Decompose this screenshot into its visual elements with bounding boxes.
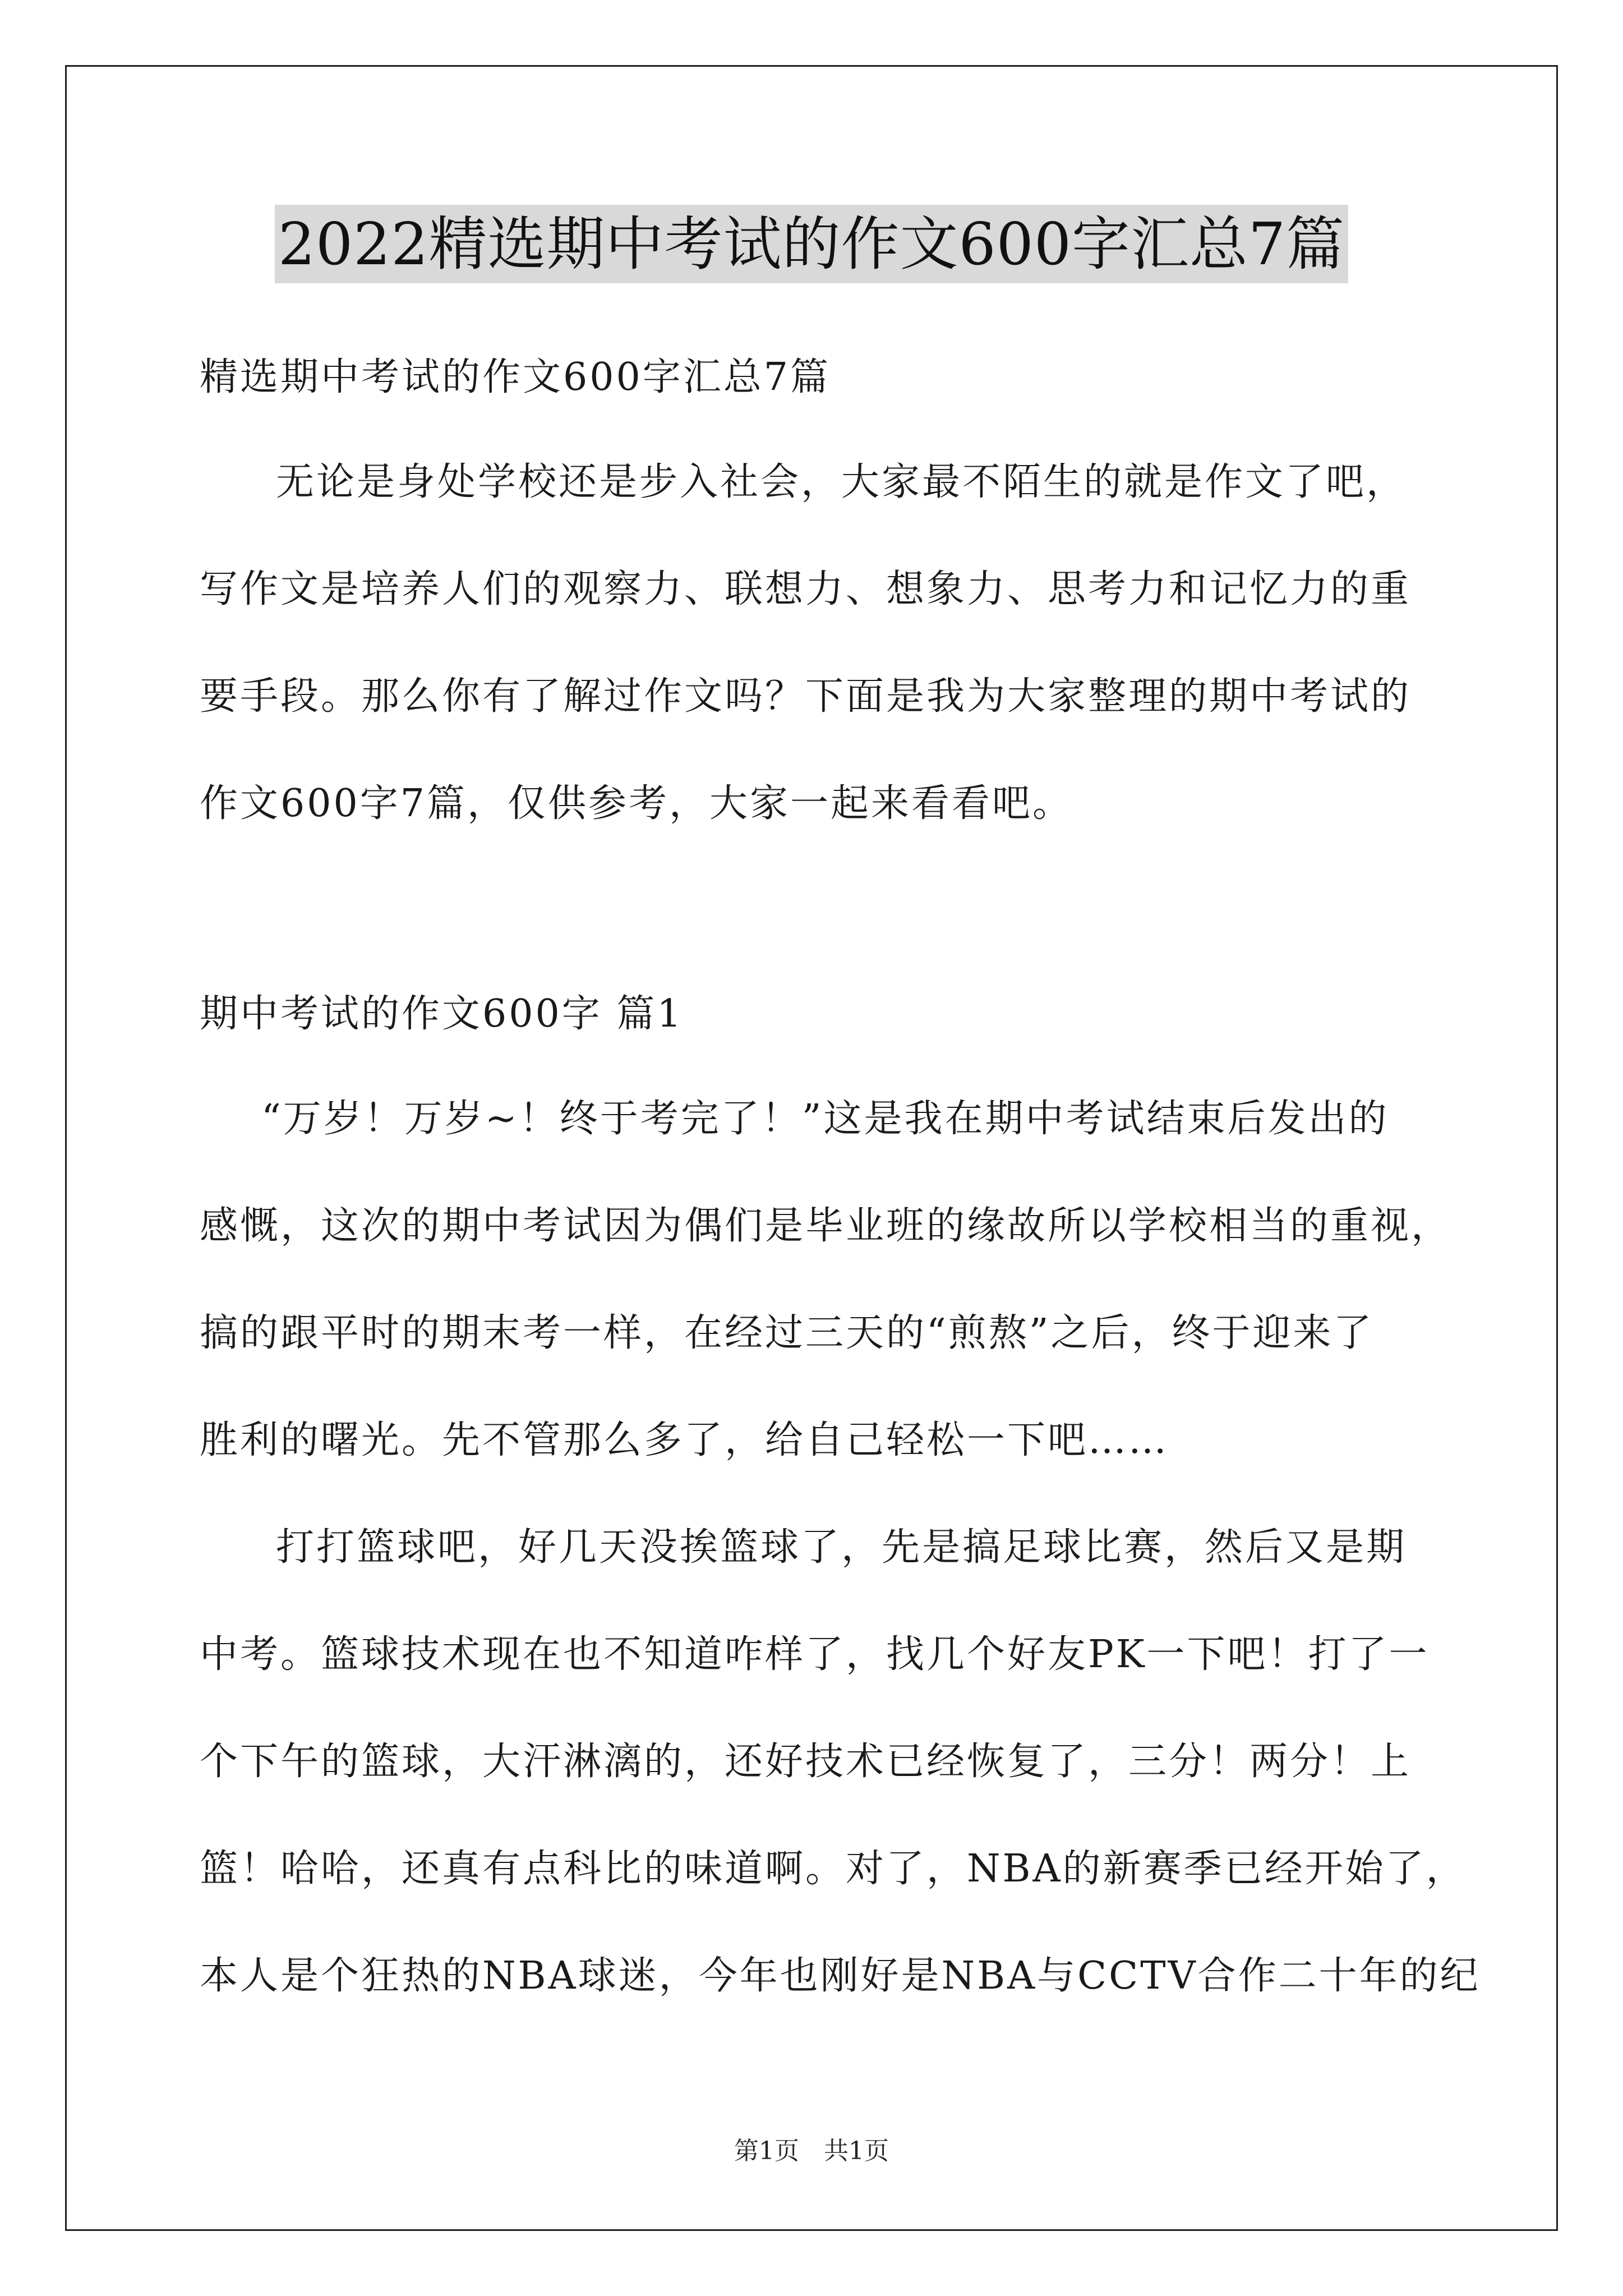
- paragraph-line: 打打篮球吧，好几天没挨篮球了，先是搞足球比赛，然后又是期: [276, 1525, 1407, 1570]
- paragraph-line: 个下午的篮球，大汗淋漓的，还好技术已经恢复了，三分！两分！上: [200, 1740, 1412, 1784]
- paragraph-line: 胜利的曙光。先不管那么多了，给自己轻松一下吧……: [200, 1418, 1169, 1462]
- paragraph-line: “万岁！万岁~！终于考完了！”这是我在期中考试结束后发出的: [261, 1097, 1389, 1141]
- page-number: 第1页: [734, 2137, 799, 2165]
- spacer: [200, 1467, 1450, 1521]
- intro-line: 写作文是培养人们的观察力、联想力、想象力、思考力和记忆力的重: [200, 567, 1412, 611]
- document-subtitle: 精选期中考试的作文600字汇总7篇: [200, 355, 831, 399]
- intro-line: 作文600字7篇，仅供参考，大家一起来看看吧。: [200, 781, 1073, 826]
- paragraph-line: 本人是个狂热的NBA球迷，今年也刚好是NBA与CCTV合作二十年的纪: [200, 1954, 1481, 1998]
- page-total: 共1页: [824, 2137, 889, 2165]
- intro-paragraph: [200, 455, 1450, 830]
- paragraph-line: 篮！哈哈，还真有点科比的味道啊。对了，NBA的新赛季已经开始了，: [200, 1847, 1467, 1891]
- paragraph-line: 感慨，这次的期中考试因为偶们是毕业班的缘故所以学校相当的重视，: [200, 1204, 1452, 1248]
- section-heading: 期中考试的作文600字 篇1: [200, 992, 684, 1036]
- body-paragraph-1: [200, 1092, 1450, 1467]
- body-paragraph-2: [200, 1521, 1481, 2003]
- document-body: [200, 351, 1481, 2003]
- intro-line: 无论是身处学校还是步入社会，大家最不陌生的就是作文了吧，: [276, 460, 1407, 504]
- title-container: [0, 205, 1623, 283]
- paragraph-line: 中考。篮球技术现在也不知道咋样了，找几个好友PK一下吧！打了一: [200, 1632, 1430, 1677]
- page-footer: [0, 2134, 1623, 2168]
- intro-line: 要手段。那么你有了解过作文吗？下面是我为大家整理的期中考试的: [200, 674, 1412, 719]
- document-title: 2022精选期中考试的作文600字汇总7篇: [275, 205, 1348, 283]
- paragraph-line: 搞的跟平时的期末考一样，在经过三天的“煎熬”之后，终于迎来了: [200, 1311, 1374, 1355]
- spacer: [200, 830, 1450, 987]
